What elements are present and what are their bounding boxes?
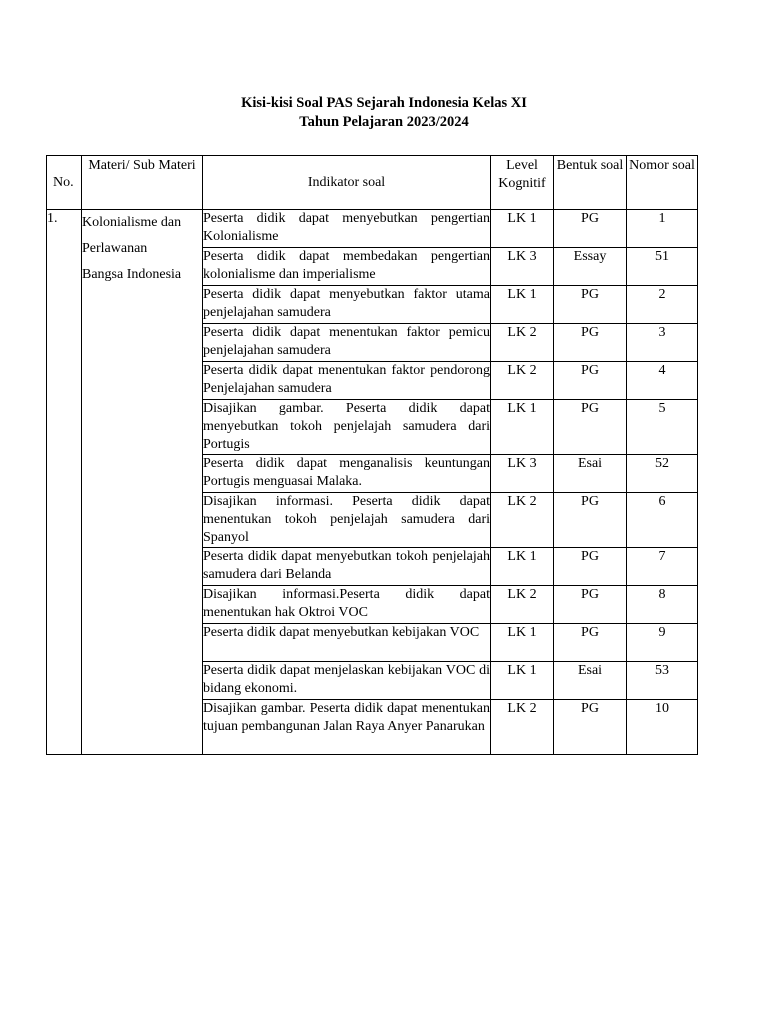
level-cell: LK 2 xyxy=(491,586,554,624)
bentuk-cell: PG xyxy=(554,493,627,548)
table-row xyxy=(47,210,698,248)
nomor-cell: 6 xyxy=(627,493,698,548)
nomor-cell: 9 xyxy=(627,624,698,662)
level-cell: LK 1 xyxy=(491,286,554,324)
bentuk-cell: PG xyxy=(554,210,627,248)
level-cell: LK 1 xyxy=(491,400,554,455)
indikator-cell: Disajikan gambar. Peserta didik dapat menentukan tujuan pembangunan Jalan Raya Anyer Panarukan xyxy=(203,700,491,755)
indikator-cell: Peserta didik dapat menjelaskan kebijakan VOC di bidang ekonomi. xyxy=(203,662,491,700)
indikator-cell: Peserta didik dapat menyebutkan faktor utama penjelajahan samudera xyxy=(203,286,491,324)
level-cell: LK 2 xyxy=(491,700,554,755)
nomor-cell: 3 xyxy=(627,324,698,362)
nomor-cell: 51 xyxy=(627,248,698,286)
indikator-cell: Peserta didik dapat menentukan faktor pemicu penjelajahan samudera xyxy=(203,324,491,362)
header-indikator: Indikator soal xyxy=(203,156,491,210)
bentuk-cell: PG xyxy=(554,362,627,400)
level-cell: LK 3 xyxy=(491,455,554,493)
indikator-cell: Peserta didik dapat menentukan faktor pendorong Penjelajahan samudera xyxy=(203,362,491,400)
header-materi: Materi/ Sub Materi xyxy=(82,156,203,210)
level-cell: LK 1 xyxy=(491,662,554,700)
table-header-row xyxy=(47,156,698,210)
indikator-cell: Peserta didik dapat menyebutkan pengertian Kolonialisme xyxy=(203,210,491,248)
indikator-cell: Disajikan informasi.Peserta didik dapat menentukan hak Oktroi VOC xyxy=(203,586,491,624)
level-cell: LK 2 xyxy=(491,362,554,400)
bentuk-cell: PG xyxy=(554,286,627,324)
bentuk-cell: PG xyxy=(554,548,627,586)
header-nomor: Nomor soal xyxy=(627,156,698,210)
kisi-kisi-table xyxy=(46,155,698,755)
document-title xyxy=(0,94,768,132)
nomor-cell: 8 xyxy=(627,586,698,624)
header-level: Level Kognitif xyxy=(491,156,554,210)
title-line-2: Tahun Pelajaran 2023/2024 xyxy=(299,114,469,130)
header-bentuk: Bentuk soal xyxy=(554,156,627,210)
nomor-cell: 7 xyxy=(627,548,698,586)
materi-line: Kolonialisme dan xyxy=(82,215,182,230)
nomor-cell: 53 xyxy=(627,662,698,700)
nomor-cell: 2 xyxy=(627,286,698,324)
nomor-cell: 1 xyxy=(627,210,698,248)
level-cell: LK 2 xyxy=(491,493,554,548)
indikator-cell: Peserta didik dapat menyebutkan kebijakan VOC xyxy=(203,624,491,662)
level-cell: LK 3 xyxy=(491,248,554,286)
indikator-cell: Peserta didik dapat menganalisis keuntungan Portugis menguasai Malaka. xyxy=(203,455,491,493)
nomor-cell: 5 xyxy=(627,400,698,455)
indikator-cell: Disajikan gambar. Peserta didik dapat menyebutkan tokoh penjelajah samudera dari Portugis xyxy=(203,400,491,455)
level-cell: LK 1 xyxy=(491,548,554,586)
nomor-cell: 4 xyxy=(627,362,698,400)
header-no: No. xyxy=(47,156,82,210)
bentuk-cell: PG xyxy=(554,624,627,662)
materi-line: Perlawanan xyxy=(82,241,148,256)
level-cell: LK 2 xyxy=(491,324,554,362)
row-number: 1. xyxy=(47,210,82,755)
bentuk-cell: PG xyxy=(554,400,627,455)
title-line-1: Kisi-kisi Soal PAS Sejarah Indonesia Kelas XI xyxy=(241,95,527,111)
indikator-cell: Disajikan informasi. Peserta didik dapat menentukan tokoh penjelajah samudera dari Spanyol xyxy=(203,493,491,548)
bentuk-cell: Esai xyxy=(554,455,627,493)
bentuk-cell: PG xyxy=(554,586,627,624)
level-cell: LK 1 xyxy=(491,210,554,248)
materi-cell xyxy=(82,210,203,755)
bentuk-cell: Essay xyxy=(554,248,627,286)
bentuk-cell: Esai xyxy=(554,662,627,700)
materi-line: Bangsa Indonesia xyxy=(82,267,182,282)
indikator-cell: Peserta didik dapat membedakan pengertian kolonialisme dan imperialisme xyxy=(203,248,491,286)
nomor-cell: 52 xyxy=(627,455,698,493)
indikator-cell: Peserta didik dapat menyebutkan tokoh penjelajah samudera dari Belanda xyxy=(203,548,491,586)
bentuk-cell: PG xyxy=(554,700,627,755)
bentuk-cell: PG xyxy=(554,324,627,362)
nomor-cell: 10 xyxy=(627,700,698,755)
level-cell: LK 1 xyxy=(491,624,554,662)
